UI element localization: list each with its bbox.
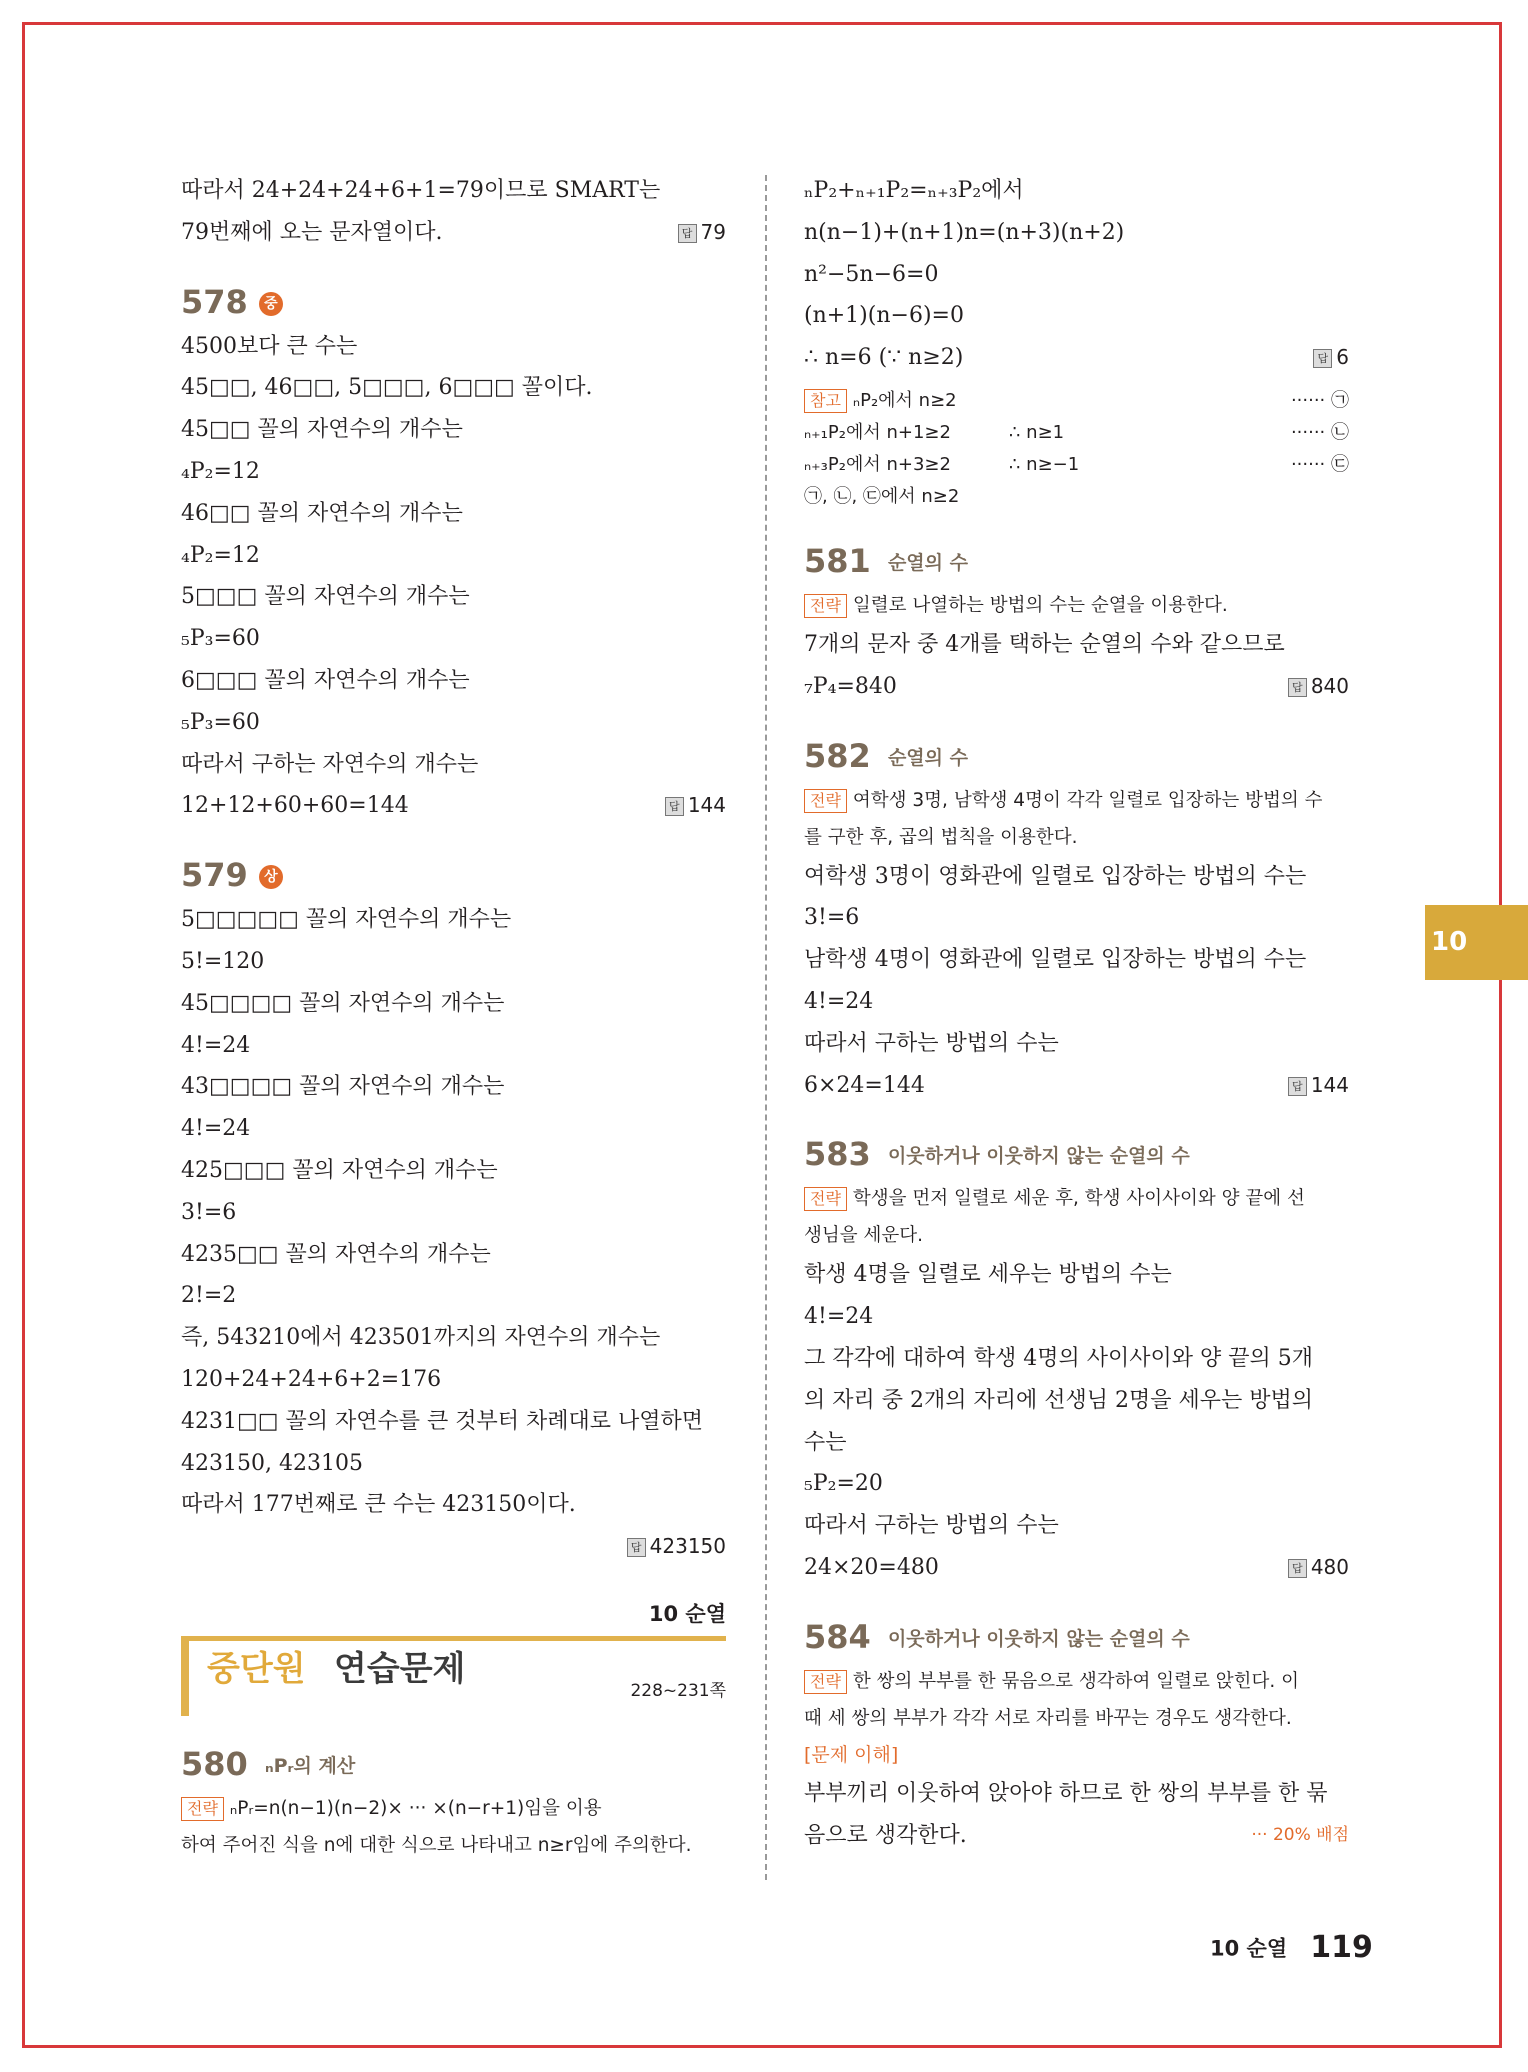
problem-topic: 순열의 수	[887, 746, 968, 769]
problem-581-header	[804, 537, 1349, 587]
strategy-tag: 전략	[181, 1797, 224, 1821]
text-line: 4235□□ 꼴의 자연수의 개수는	[181, 1241, 491, 1267]
strategy-text: 학생을 먼저 일렬로 세운 후, 학생 사이사이와 양 끝에 선	[852, 1188, 1305, 1210]
text-line: 의 자리 중 2개의 자리에 선생님 2명을 세우는 방법의	[804, 1387, 1313, 1413]
strategy-tag: 전략	[804, 594, 847, 618]
text-line: 수는	[804, 1429, 847, 1455]
text-line: 음으로 생각한다.	[804, 1822, 967, 1848]
strategy-text: 생님을 세운다.	[804, 1225, 923, 1247]
text-line: 남학생 4명이 영화관에 일렬로 입장하는 방법의 수는	[804, 947, 1307, 973]
problem-578-header	[181, 278, 726, 326]
text-line: 45□□ 꼴의 자연수의 개수는	[181, 417, 463, 443]
answer-box	[1288, 666, 1349, 708]
section-chapter-label: 10 순열	[648, 1602, 726, 1627]
text-line: 43□□□□ 꼴의 자연수의 개수는	[181, 1074, 505, 1100]
difficulty-badge: 중	[259, 292, 283, 316]
text-line: 따라서 구하는 자연수의 개수는	[181, 751, 479, 777]
note-line: ㉠, ㉡, ㉢에서 n≥2	[804, 485, 960, 507]
problem-number: 579	[181, 856, 248, 895]
text-line: 따라서 24+24+24+6+1=79이므로 SMART는	[181, 178, 661, 203]
answer-row	[181, 212, 726, 254]
answer-row	[804, 337, 1349, 379]
strategy-block	[804, 1180, 1349, 1254]
problem-topic: ₙPᵣ의 계산	[264, 1755, 356, 1778]
page-number: 119	[1310, 1930, 1373, 1965]
math-line: ₇P₄=840	[804, 673, 897, 699]
text-line: 46□□ 꼴의 자연수의 개수는	[181, 500, 463, 526]
section-title-b: 연습문제	[334, 1649, 466, 1690]
text-line: 학생 4명을 일렬로 세우는 방법의 수는	[804, 1262, 1172, 1288]
problem-topic: 순열의 수	[887, 551, 968, 574]
page-footer	[1210, 1930, 1373, 1965]
text-line: 425□□□ 꼴의 자연수의 개수는	[181, 1157, 498, 1183]
text-line: 4231□□ 꼴의 자연수를 큰 것부터 차례대로 나열하면	[181, 1408, 704, 1434]
text-line: 45□□□□ 꼴의 자연수의 개수는	[181, 990, 505, 1016]
answer-row	[181, 1526, 726, 1568]
answer-icon: 답	[1288, 1077, 1307, 1096]
text-line: 그 각각에 대하여 학생 4명의 사이사이와 양 끝의 5개	[804, 1345, 1313, 1371]
strategy-text: 여학생 3명, 남학생 4명이 각각 일렬로 입장하는 방법의 수	[852, 789, 1323, 811]
strategy-text: 일렬로 나열하는 방법의 수는 순열을 이용한다.	[852, 594, 1228, 616]
strategy-text: 때 세 쌍의 부부가 각각 서로 자리를 바꾸는 경우도 생각한다.	[804, 1707, 1292, 1729]
note-line: ₙ₊₁P₂에서 n+1≥2 ∴ n≥1 ······ ㉡	[804, 421, 1349, 443]
answer-value: 840	[1310, 673, 1349, 698]
problem-number: 580	[181, 1745, 248, 1784]
math-line: n²−5n−6=0	[804, 261, 939, 287]
answer-row	[181, 785, 726, 827]
problem-578-body	[181, 326, 726, 828]
text-line: 423150, 423105	[181, 1450, 363, 1476]
answer-icon: 답	[665, 797, 684, 816]
answer-box	[678, 212, 726, 254]
text-line: 5□□□ 꼴의 자연수의 개수는	[181, 584, 470, 610]
math-line: 4!=24	[804, 1304, 874, 1330]
reference-label: [문제 이해]	[804, 1743, 899, 1766]
problem-number: 583	[804, 1135, 871, 1174]
text-line: 45□□, 46□□, 5□□□, 6□□□ 꼴이다.	[181, 375, 593, 401]
answer-row	[804, 1547, 1349, 1589]
strategy-tag: 전략	[804, 1187, 847, 1211]
math-line: ₅P₃=60	[181, 626, 260, 652]
problem-580-header	[181, 1740, 726, 1790]
answer-value: 144	[1310, 1072, 1349, 1097]
math-line: ₄P₂=12	[181, 542, 260, 568]
answer-value: 144	[687, 793, 726, 818]
left-column	[181, 170, 726, 1864]
problem-582-header	[804, 732, 1349, 782]
answer-box	[1288, 1547, 1349, 1589]
right-column	[804, 170, 1349, 1856]
answer-value: 6	[1336, 345, 1349, 370]
note-line: ₙ₊₃P₂에서 n+3≥2 ∴ n≥−1 ······ ㉢	[804, 453, 1349, 475]
math-line: ∴ n=6 (∵ n≥2)	[804, 345, 964, 371]
text-line: 따라서 구하는 방법의 수는	[804, 1513, 1059, 1539]
answer-value: 423150	[649, 1534, 726, 1559]
math-line: ₙP₂+ₙ₊₁P₂=ₙ₊₃P₂에서	[804, 178, 1024, 203]
math-line: 6×24=144	[804, 1072, 925, 1098]
problem-579-body	[181, 899, 726, 1568]
math-line: 24×20=480	[804, 1554, 939, 1580]
problem-topic: 이웃하거나 이웃하지 않는 순열의 수	[887, 1627, 1190, 1650]
math-line: 4!=24	[804, 988, 874, 1014]
problem-number: 584	[804, 1617, 871, 1656]
answer-row	[804, 666, 1349, 708]
answer-icon: 답	[1288, 1559, 1307, 1578]
text-line: 즉, 543210에서 423501까지의 자연수의 개수는	[181, 1325, 661, 1351]
column-divider	[765, 175, 767, 1880]
section-pages: 228~231쪽	[630, 1681, 726, 1702]
math-line: 12+12+60+60=144	[181, 793, 409, 819]
math-line: 3!=6	[804, 905, 860, 931]
text-line: 6□□□ 꼴의 자연수의 개수는	[181, 667, 470, 693]
text-line: 5□□□□□ 꼴의 자연수의 개수는	[181, 907, 512, 933]
answer-row	[804, 1065, 1349, 1107]
section-title-a: 중단원	[207, 1649, 306, 1690]
strategy-text: 한 쌍의 부부를 한 묶음으로 생각하여 일렬로 앉힌다. 이	[852, 1670, 1300, 1692]
text-line: 7개의 문자 중 4개를 택하는 순열의 수와 같으므로	[804, 631, 1285, 657]
answer-box	[1313, 337, 1349, 379]
strategy-block	[804, 587, 1349, 624]
note-tag: 참고	[804, 389, 847, 413]
answer-value: 79	[700, 219, 726, 244]
math-line: 120+24+24+6+2=176	[181, 1366, 442, 1392]
answer-box	[665, 785, 726, 827]
text-line: 따라서 177번째로 큰 수는 423150이다.	[181, 1492, 576, 1518]
answer-icon: 답	[1288, 678, 1307, 697]
score-label: ··· 20% 배점	[1251, 1824, 1349, 1845]
math-line: (n+1)(n−6)=0	[804, 303, 964, 329]
strategy-text: ₙPᵣ=n(n−1)(n−2)× ··· ×(n−r+1)임을 이용	[229, 1798, 602, 1820]
strategy-tag: 전략	[804, 1670, 847, 1694]
math-line: 2!=2	[181, 1283, 237, 1309]
strategy-block	[804, 782, 1349, 856]
text-line: 따라서 구하는 방법의 수는	[804, 1030, 1059, 1056]
math-line: 3!=6	[181, 1199, 237, 1225]
note-line: 참고 ₙP₂에서 n≥2 ······ ㉠	[804, 385, 1349, 417]
strategy-block	[181, 1790, 726, 1864]
answer-box	[1288, 1065, 1349, 1107]
section-header	[181, 1636, 726, 1716]
answer-icon: 답	[1313, 349, 1332, 368]
answer-value: 480	[1310, 1554, 1349, 1579]
problem-579-header	[181, 851, 726, 899]
strategy-tag: 전략	[804, 789, 847, 813]
problem-number: 582	[804, 736, 871, 775]
answer-icon: 답	[678, 224, 697, 243]
text-line: 4500보다 큰 수는	[181, 333, 358, 359]
footer-chapter: 10 순열	[1210, 1936, 1288, 1961]
problem-583-header	[804, 1130, 1349, 1180]
text-line: 여학생 3명이 영화관에 일렬로 입장하는 방법의 수는	[804, 863, 1307, 889]
chapter-tab: 10	[1425, 905, 1528, 980]
text-line: 79번째에 오는 문자열이다.	[181, 219, 443, 245]
math-line: ₄P₂=12	[181, 458, 260, 484]
answer-icon: 답	[627, 1538, 646, 1557]
strategy-text: 하여 주어진 식을 n에 대한 식으로 나타내고 n≥r임에 주의한다.	[181, 1835, 692, 1857]
math-line: 4!=24	[181, 1032, 251, 1058]
problem-584-header	[804, 1613, 1349, 1663]
note-block	[804, 385, 1349, 513]
problem-number: 578	[181, 282, 248, 321]
math-line: 4!=24	[181, 1116, 251, 1142]
text-line: 부부끼리 이웃하여 앉아야 하므로 한 쌍의 부부를 한 묶	[804, 1780, 1328, 1806]
answer-box	[627, 1526, 726, 1568]
math-line: n(n−1)+(n+1)n=(n+3)(n+2)	[804, 219, 1125, 245]
math-line: ₅P₃=60	[181, 709, 260, 735]
math-line: ₅P₂=20	[804, 1471, 883, 1497]
difficulty-badge: 상	[259, 865, 283, 889]
math-line: 5!=120	[181, 948, 265, 974]
strategy-block	[804, 1663, 1349, 1737]
problem-number: 581	[804, 541, 871, 580]
score-row	[804, 1815, 1349, 1857]
strategy-text: 를 구한 후, 곱의 법칙을 이용한다.	[804, 826, 1078, 848]
problem-topic: 이웃하거나 이웃하지 않는 순열의 수	[887, 1145, 1190, 1168]
